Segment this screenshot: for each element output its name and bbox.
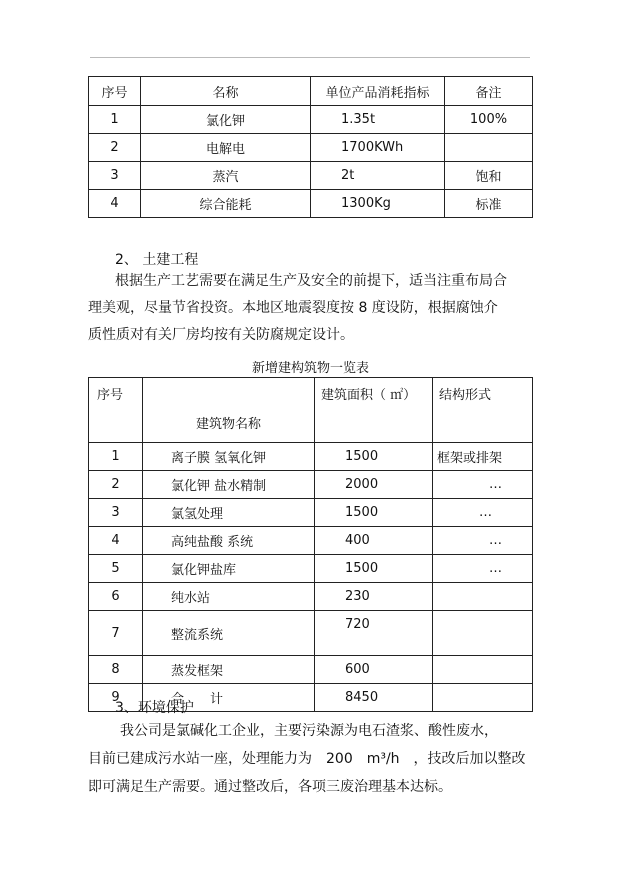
table-cell: 3 (89, 499, 143, 527)
table-cell: 9 (89, 684, 143, 712)
table-cell: 4 (89, 190, 141, 218)
table-cell (433, 656, 533, 684)
section-heading: 2、 土建工程 (115, 252, 199, 268)
table-row (89, 162, 533, 190)
paragraph-line: 我公司是氯碱化工企业，主要污染源为电石渣浆、酸性废水， (120, 723, 498, 739)
table-cell: 1500 (315, 443, 433, 471)
table-row (89, 583, 533, 611)
table-cell: 氯化钾 盐水精制 (143, 471, 315, 499)
table-cell (433, 684, 533, 712)
table-row (89, 190, 533, 218)
table-cell: 4 (89, 527, 143, 555)
table-cell: 1.35t (311, 106, 445, 134)
paragraph-line: 根据生产工艺需要在满足生产及安全的前提下，适当注重布局合 (115, 273, 507, 289)
paragraph-line: 目前已建成污水站一座，处理能力为 200 m³/h ，技改后加以整改 (88, 751, 526, 767)
table-cell: 电解电 (141, 134, 311, 162)
table-cell: 1300Kg (311, 190, 445, 218)
table-cell: 2 (89, 134, 141, 162)
header-cell: 结构形式 (433, 378, 533, 443)
table-cell: 3 (89, 162, 141, 190)
table-cell: 纯水站 (143, 583, 315, 611)
table-header-row (89, 378, 533, 443)
table-cell: 标准 (445, 190, 533, 218)
table-row (89, 611, 533, 656)
header-cell: 单位产品消耗指标 (311, 77, 445, 106)
page-header-rule (90, 57, 530, 58)
table-cell: 2t (311, 162, 445, 190)
table-row (89, 499, 533, 527)
table-cell (445, 134, 533, 162)
table-cell: 综合能耗 (141, 190, 311, 218)
section-heading: 3、环境保护 (115, 700, 194, 716)
table-cell: … (433, 471, 533, 499)
paragraph-line: 即可满足生产需要。通过整改后，各项三废治理基本达标。 (88, 779, 452, 795)
table-row (89, 555, 533, 583)
header-cell: 序号 (89, 77, 141, 106)
paragraph-line: 质性质对有关厂房均按有关防腐规定设计。 (88, 327, 354, 343)
table-cell: 600 (315, 656, 433, 684)
table-row (89, 471, 533, 499)
table-cell: … (433, 527, 533, 555)
table-cell: 2000 (315, 471, 433, 499)
table-cell: 蒸发框架 (143, 656, 315, 684)
table-cell (433, 611, 533, 656)
table-cell (433, 583, 533, 611)
table-cell: … (433, 555, 533, 583)
table-cell: 合 计 (143, 684, 315, 712)
table-cell: 1500 (315, 555, 433, 583)
table-cell: 1 (89, 106, 141, 134)
table-cell: 8 (89, 656, 143, 684)
paragraph-line: 理美观，尽量节省投资。本地区地震裂度按 8 度设防，根据腐蚀介 (88, 300, 498, 316)
table-cell: 5 (89, 555, 143, 583)
table-row (89, 134, 533, 162)
table-row (89, 106, 533, 134)
table-cell: 氯氢处理 (143, 499, 315, 527)
table-row (89, 527, 533, 555)
header-cell: 建筑物名称 (143, 378, 315, 443)
table-cell: 1 (89, 443, 143, 471)
table-cell: 6 (89, 583, 143, 611)
header-cell: 备注 (445, 77, 533, 106)
table-cell: … (433, 499, 533, 527)
table-caption: 新增建构筑物一览表 (251, 361, 369, 376)
table-cell: 720 (315, 611, 433, 656)
header-cell: 建筑面积（ ㎡） (315, 378, 433, 443)
table-cell: 离子膜 氢氧化钾 (143, 443, 315, 471)
consumption-table (88, 76, 533, 218)
header-cell: 名称 (141, 77, 311, 106)
table-cell: 400 (315, 527, 433, 555)
table-cell: 1700KWh (311, 134, 445, 162)
table-cell: 框架或排架 (433, 443, 533, 471)
table-cell: 2 (89, 471, 143, 499)
table-row (89, 443, 533, 471)
buildings-table (88, 377, 533, 712)
table-cell: 高纯盐酸 系统 (143, 527, 315, 555)
table-row (89, 656, 533, 684)
table-cell: 蒸汽 (141, 162, 311, 190)
table-header-row (89, 77, 533, 106)
table-cell: 整流系统 (143, 611, 315, 656)
table-cell: 100% (445, 106, 533, 134)
table-cell: 氯化钾盐库 (143, 555, 315, 583)
table-cell: 饱和 (445, 162, 533, 190)
header-cell: 序号 (89, 378, 143, 443)
table-cell: 1500 (315, 499, 433, 527)
table-cell: 230 (315, 583, 433, 611)
table-cell: 8450 (315, 684, 433, 712)
table-cell: 7 (89, 611, 143, 656)
table-cell: 氯化钾 (141, 106, 311, 134)
